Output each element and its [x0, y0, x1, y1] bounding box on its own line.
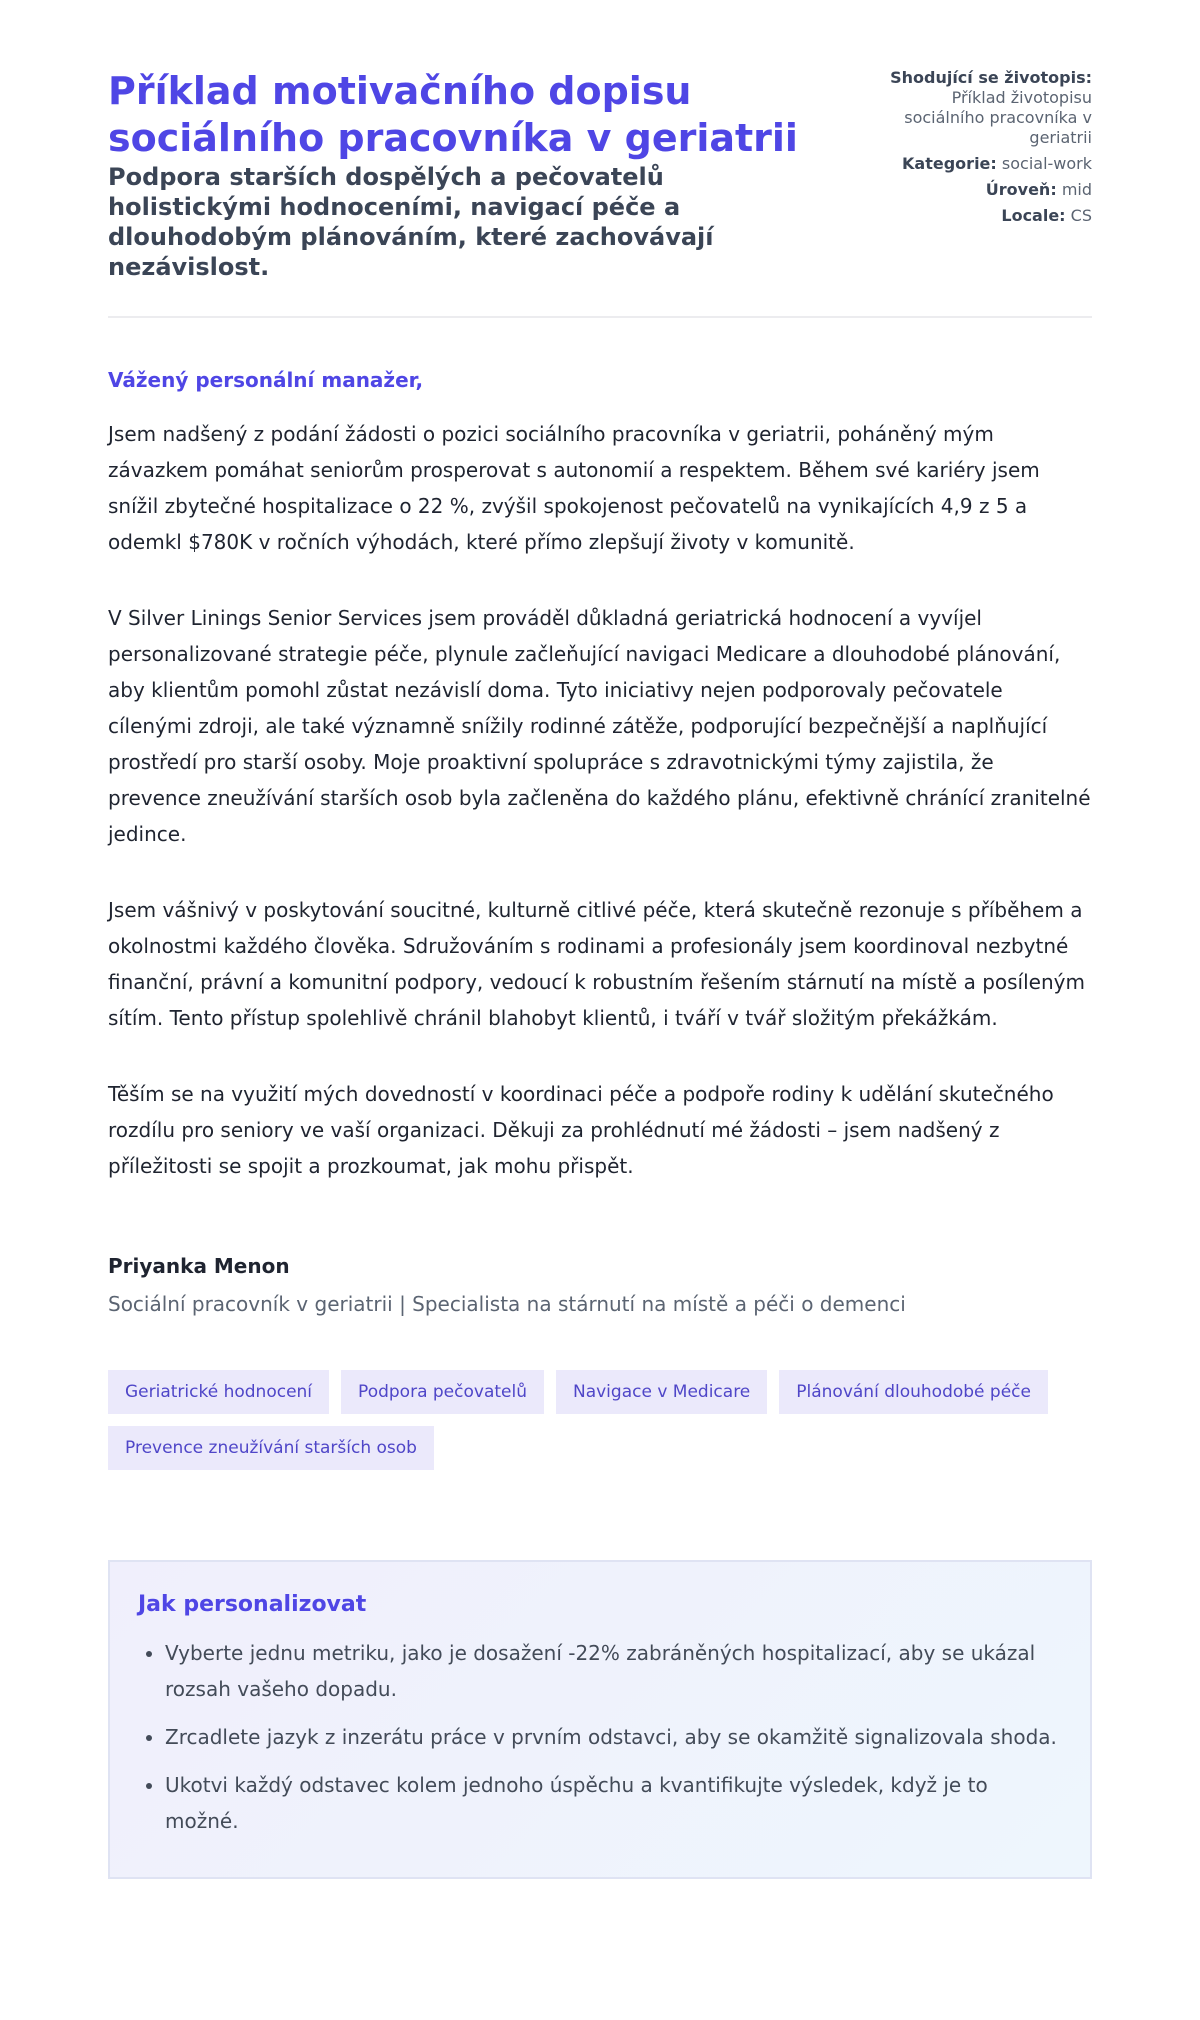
- personalize-tips-box: [108, 1560, 1092, 1879]
- greeting: Vážený personální manažer,: [108, 368, 424, 392]
- meta-category-value: social-work: [1001, 154, 1092, 173]
- paragraph: V Silver Linings Senior Services jsem prováděl důkladná geriatrická hodnocení a vyvíjel personalizované strategie péče, plynule začleňující navigaci Medicare a dlouhodobé plánování, aby klientům pomohl zůstat nezávislí doma. Tyto iniciativy nejen podporovaly pečovatele cílenými zdroji, ale také významně snížily rodinné zátěže, podporující bezpečnější a naplňující prostředí pro starší osoby. Moje proaktivní spolupráce s zdravotnickými týmy zajistila, že prevence zneužívání starších osob byla začleněna do každého plánu, efektivně chránící zranitelné jedince.: [108, 606, 1091, 846]
- skill-tags: [108, 1370, 1108, 1470]
- signature-name: Priyanka Menon: [108, 1254, 290, 1278]
- signature-title: Sociální pracovník v geriatrii | Specialista na stárnutí na místě a péči o demenci: [108, 1292, 906, 1316]
- paragraph: Těším se na využití mých dovedností v koordinaci péče a podpoře rodiny k udělání skutečného rozdílu pro seniory ve vaší organizaci. Děkuji za prohlédnutí mé žádosti – jsem nadšený z příležitosti se spojit a prozkoumat, jak mohu přispět.: [108, 1082, 1054, 1178]
- skill-tag: Geriatrické hodnocení: [108, 1370, 329, 1414]
- divider: [108, 316, 1092, 318]
- title-block: [108, 68, 868, 282]
- meta-locale-value: CS: [1070, 206, 1092, 225]
- skill-tag: Navigace v Medicare: [556, 1370, 767, 1414]
- tips-title: Jak personalizovat: [138, 1592, 367, 1617]
- meta-level-label: Úroveň:: [985, 180, 1057, 199]
- meta-category: [872, 154, 1092, 174]
- skill-tag: Prevence zneužívání starších osob: [108, 1426, 434, 1470]
- skill-tag: Plánování dlouhodobé péče: [779, 1370, 1048, 1414]
- meta-resume-label: Shodující se životopis:: [890, 68, 1092, 87]
- meta-category-label: Kategorie:: [902, 154, 997, 173]
- meta-locale-label: Locale:: [1001, 206, 1066, 225]
- tip-item: • Ukotvi každý odstavec kolem jednoho úspěchu a kvantifikujte výsledek, když je to možné.: [165, 1767, 1062, 1839]
- page-title: Příklad motivačního dopisu sociálního pracovníka v geriatrii: [108, 69, 798, 160]
- paragraph: Jsem nadšený z podání žádosti o pozici sociálního pracovníka v geriatrii, poháněný mým závazkem pomáhat seniorům prosperovat s autonomií a respektem. Během své kariéry jsem snížil zbytečné hospitalizace o 22 %, zvýšil spokojenost pečovatelů na vynikajících 4,9 z 5 a odemkl $780K v ročních výhodách, které přímo zlepšují životy v komunitě.: [108, 422, 1040, 554]
- page-header: [108, 68, 1092, 282]
- page-subtitle: Podpora starších dospělých a pečovatelů holistickými hodnoceními, navigací péče a dlouhodobým plánováním, které zachovávají nezávislost.: [108, 163, 714, 281]
- meta-level: [872, 180, 1092, 200]
- meta-locale: [872, 206, 1092, 226]
- meta-level-value: mid: [1061, 180, 1092, 199]
- paragraph: Jsem vášnivý v poskytování soucitné, kulturně citlivé péče, která skutečně rezonuje s příběhem a okolnostmi každého člověka. Sdružováním s rodinami a profesionály jsem koordinoval nezbytné finanční, právní a komunitní podpory, vedoucí k robustním řešením stárnutí na místě a posíleným sítím. Tento přístup spolehlivě chránil blahobyt klientů, i tváří v tvář složitým překážkám.: [108, 898, 1085, 1030]
- tip-item: • Vyberte jednu metriku, jako je dosažení -22% zabráněných hospitalizací, aby se ukázal rozsah vašeho dopadu.: [165, 1635, 1062, 1707]
- skill-tag: Podpora pečovatelů: [341, 1370, 544, 1414]
- tip-item: • Zrcadlete jazyk z inzerátu práce v prvním odstavci, aby se okamžitě signalizovala shoda.: [165, 1719, 1062, 1755]
- tips-list: [138, 1635, 1062, 1839]
- meta-resume: [872, 68, 1092, 148]
- meta-panel: [872, 68, 1092, 232]
- meta-resume-link[interactable]: Příklad životopisu sociálního pracovníka v geriatrii: [904, 88, 1092, 147]
